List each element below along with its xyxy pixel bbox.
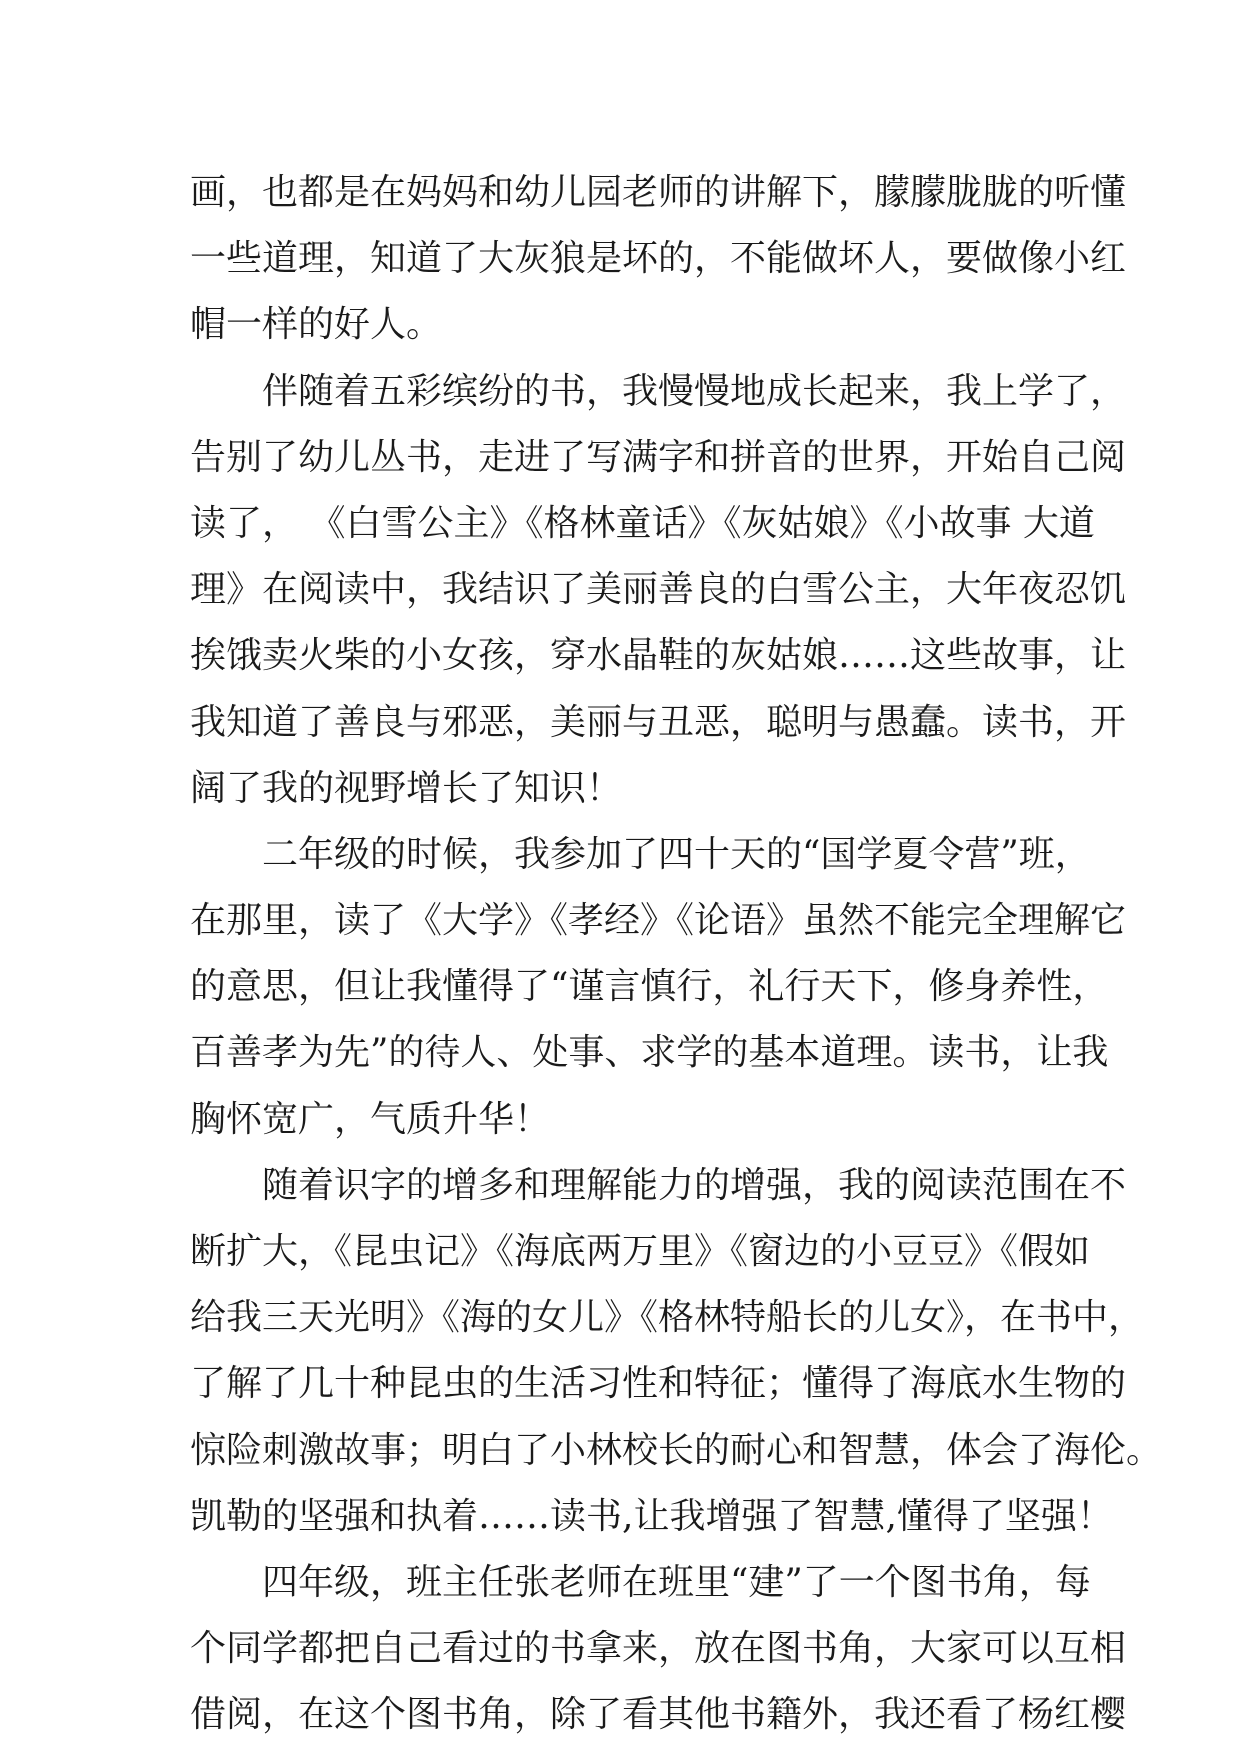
- text-line: 断扩大，《昆虫记》《海底两万里》《窗边的小豆豆》《假如: [190, 1231, 1091, 1272]
- text-line: 读了， 《白雪公主》《格林童话》《灰姑娘》《小故事 大道: [190, 502, 1095, 544]
- text-line: 我知道了善良与邪恶，美丽与丑恶，聪明与愚蠢。读书，开: [190, 701, 1127, 743]
- text-line: 帽一样的好人。: [190, 304, 443, 346]
- text-line: 惊险刺激故事；明白了小林校长的耐心和智慧，体会了海伦。: [190, 1429, 1163, 1471]
- document-body: [190, 160, 1163, 1749]
- text-line: 挨饿卖火柴的小女孩，穿水晶鞋的灰姑娘……这些故事，让: [190, 635, 1127, 677]
- text-line: 二年级的时候，我参加了四十天的“国学夏令营”班，: [262, 833, 1091, 875]
- text-line: 的意思，但让我懂得了“谨言慎行，礼行天下，修身养性，: [190, 966, 1109, 1008]
- text-line: 理》在阅读中，我结识了美丽善良的白雪公主，大年夜忍饥: [190, 569, 1127, 611]
- text-line: 个同学都把自己看过的书拿来，放在图书角，大家可以互相: [190, 1628, 1127, 1670]
- text-line: 画，也都是在妈妈和幼儿园老师的讲解下，朦朦胧胧的听懂: [190, 172, 1127, 213]
- text-line: 借阅，在这个图书角，除了看其他书籍外，我还看了杨红樱: [190, 1694, 1127, 1736]
- text-line: 凯勒的坚强和执着……读书,让我增强了智慧,懂得了坚强！: [190, 1495, 1113, 1537]
- text-line: 伴随着五彩缤纷的书，我慢慢地成长起来，我上学了，: [262, 370, 1127, 412]
- text-line: 告别了幼儿丛书，走进了写满字和拼音的世界，开始自己阅: [190, 436, 1127, 478]
- text-line: 了解了几十种昆虫的生活习性和特征；懂得了海底水生物的: [190, 1363, 1127, 1405]
- text-line: 给我三天光明》《海的女儿》《格林特船长的儿女》，在书中，: [190, 1297, 1145, 1339]
- text-line: 胸怀宽广，气质升华！: [190, 1098, 551, 1140]
- text-line: 阔了我的视野增长了知识！: [190, 767, 623, 809]
- text-line: 百善孝为先”的待人、处事、求学的基本道理。读书，让我: [190, 1032, 1109, 1074]
- text-line: 一些道理，知道了大灰狼是坏的，不能做坏人，要做像小红: [190, 238, 1127, 280]
- text-line: 四年级，班主任张老师在班里“建”了一个图书角，每: [262, 1561, 1091, 1603]
- text-line: 随着识字的增多和理解能力的增强，我的阅读范围在不: [262, 1164, 1127, 1206]
- text-line: 在那里，读了《大学》《孝经》《论语》虽然不能完全理解它: [190, 900, 1127, 942]
